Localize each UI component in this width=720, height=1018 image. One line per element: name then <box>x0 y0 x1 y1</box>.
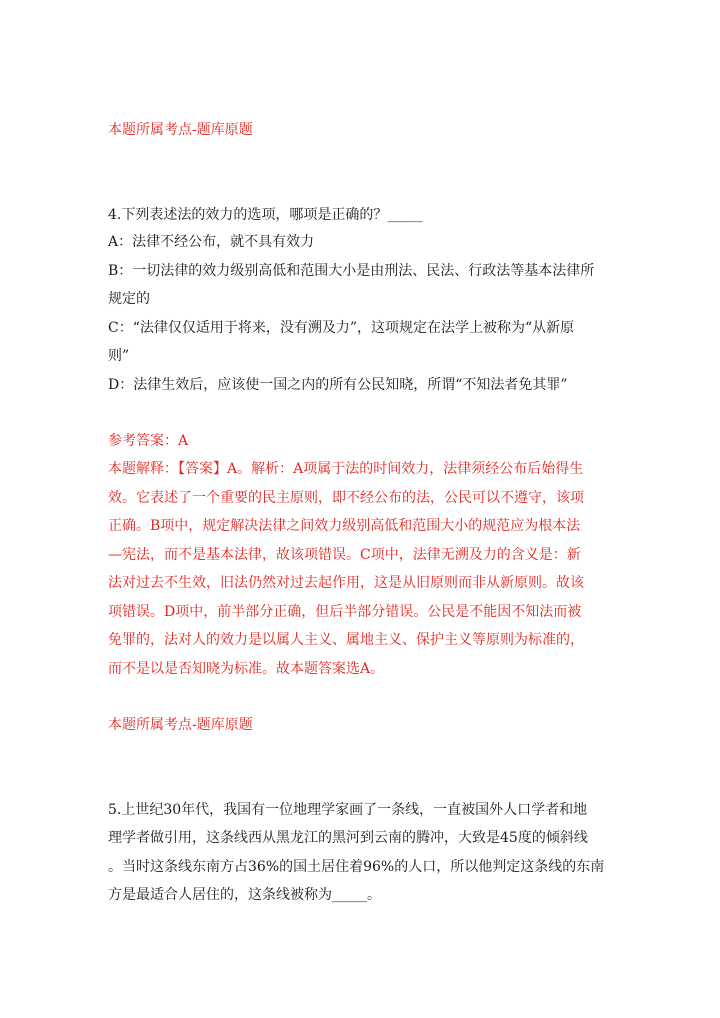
explanation-line: 效。它表述了一个重要的民主原则，即不经公布的法，公民可以不遵守，该项 <box>108 490 584 506</box>
question-5-stem-line: 。当时这条线东南方占36%的国土居住着96%的人口，所以他判定这条线的东南 <box>108 859 605 875</box>
explanation-line: 免罪的，法对人的效力是以属人主义、属地主义、保护主义等原则为标准的， <box>108 632 584 648</box>
explanation-line: 项错误。D项中，前半部分正确，但后半部分错误。公民是不能因不知法而被 <box>108 604 582 620</box>
question-5-stem-line: 方是最适合人居住的，这条线被称为_____。 <box>108 887 381 903</box>
option-c-line-2: 则” <box>108 348 130 364</box>
option-a: A：法律不经公布，就不具有效力 <box>108 234 315 250</box>
question-5-stem-line: 5.上世纪30年代，我国有一位地理学家画了一条线，一直被国外人口学者和地 <box>108 802 588 818</box>
explanation-line: 正确。B项中，规定解决法律之间效力级别高低和范围大小的规范应为根本法 <box>108 518 581 534</box>
question-4-stem: 4.下列表述法的效力的选项，哪项是正确的？_____ <box>108 207 423 223</box>
option-c-line-1: C：“法律仅仅适用于将来，没有溯及力”，这项规定在法学上被称为“从新原 <box>108 320 575 336</box>
option-b-line-1: B：一切法律的效力级别高低和范围大小是由刑法、民法、行政法等基本法律所 <box>108 263 595 279</box>
option-d: D：法律生效后，应该使一国之内的所有公民知晓，所谓“不知法者免其罪” <box>108 377 568 393</box>
explanation-line: —宪法，而不是基本法律，故该项错误。C项中，法律无溯及力的含义是：新 <box>108 547 581 563</box>
option-b-line-2: 规定的 <box>108 291 150 307</box>
explanation-line: 法对过去不生效，旧法仍然对过去起作用，这是从旧原则而非从新原则。故该 <box>108 575 584 591</box>
answer: 参考答案：A <box>108 433 189 449</box>
question-5-stem-line: 理学者做引用，这条线西从黑龙江的黑河到云南的腾冲，大致是45度的倾斜线 <box>108 830 588 846</box>
explanation-line: 本题解释：【答案】A。解析：A项属于法的时间效力，法律须经公布后始得生 <box>108 461 584 477</box>
source-note: 本题所属考点-题库原题 <box>108 717 253 733</box>
explanation-line: 而不是以是否知晓为标准。故本题答案选A。 <box>108 661 385 677</box>
source-note-top: 本题所属考点-题库原题 <box>108 122 253 138</box>
